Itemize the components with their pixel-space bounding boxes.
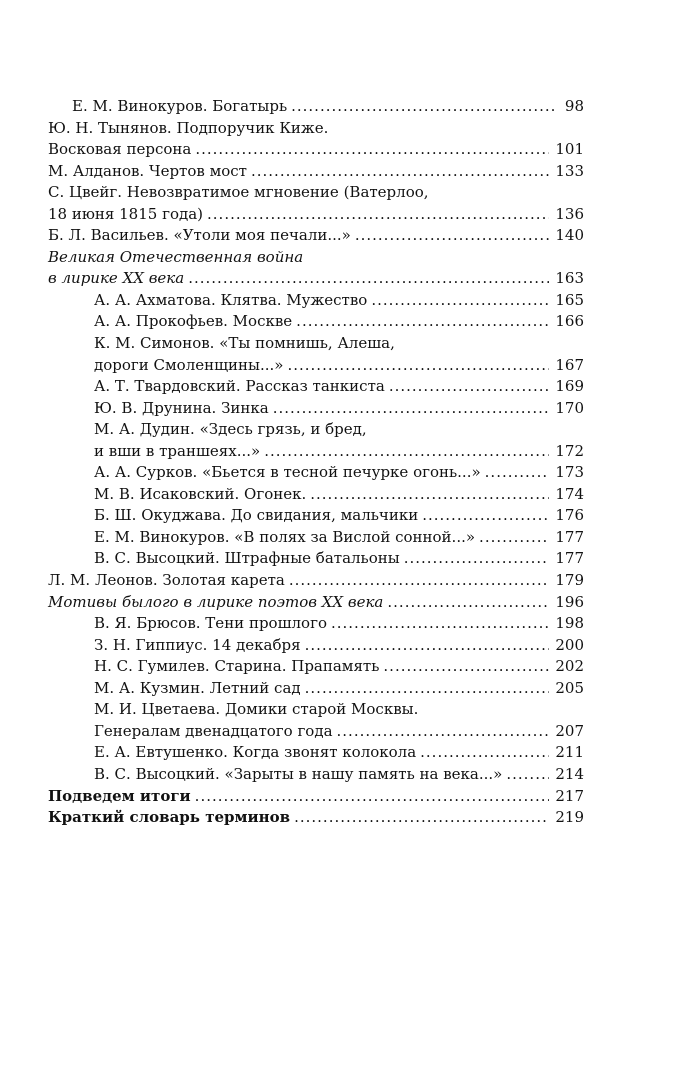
- dot-leader: [305, 635, 550, 657]
- toc-entry: [48, 118, 584, 140]
- toc-entry-title: Ю. В. Друнина. Зинка: [94, 398, 269, 417]
- toc-entry-title: З. Н. Гиппиус. 14 декабря: [94, 635, 301, 654]
- table-of-contents: [48, 96, 584, 829]
- toc-entry: [48, 182, 584, 204]
- dot-leader: [383, 656, 549, 678]
- toc-entry: [48, 398, 584, 420]
- toc-entry-page-number: 98: [564, 97, 584, 115]
- dot-leader: [195, 786, 550, 808]
- toc-entry: [48, 484, 584, 506]
- toc-entry: [48, 462, 584, 484]
- toc-entry: [48, 527, 584, 549]
- toc-entry-title: Е. М. Винокуров. Богатырь: [72, 97, 288, 115]
- toc-entry: [48, 592, 584, 614]
- toc-entry: [48, 225, 584, 247]
- dot-leader: [422, 505, 549, 527]
- toc-entry-title: дороги Смоленщины...»: [94, 355, 284, 374]
- dot-leader: [291, 96, 554, 118]
- toc-entry-page-number: 219: [555, 808, 584, 827]
- dot-leader: [485, 462, 550, 484]
- toc-entry-title: Е. М. Винокуров. «В полях за Вислой сонной...»: [94, 527, 476, 546]
- toc-entry: [48, 678, 584, 700]
- toc-entry-title: К. М. Симонов. «Ты помнишь, Алеша,: [94, 334, 395, 353]
- toc-entry-page-number: 177: [555, 527, 584, 546]
- toc-entry: [48, 699, 584, 721]
- toc-entry-page-number: 176: [555, 506, 584, 525]
- toc-entry: [48, 96, 584, 118]
- dot-leader: [251, 161, 549, 183]
- toc-entry-title: Мотивы былого в лирике поэтов XX века: [48, 592, 384, 611]
- toc-entry-page-number: 163: [555, 269, 584, 288]
- dot-leader: [296, 311, 549, 333]
- toc-entry-page-number: 174: [555, 484, 584, 503]
- toc-entry-title: Генералам двенадцатого года: [94, 721, 333, 740]
- toc-entry-title: Краткий словарь терминов: [48, 808, 291, 827]
- toc-entry-title: Б. Ш. Окуджава. До свидания, мальчики: [94, 506, 419, 525]
- toc-entry: [48, 161, 584, 183]
- toc-entry-title: А. А. Прокофьев. Москве: [94, 312, 293, 331]
- toc-entry-title: Великая Отечественная война: [48, 247, 304, 266]
- toc-entry-title: В. С. Высоцкий. «Зарыты в нашу память на века...»: [94, 764, 503, 783]
- toc-entry: [48, 247, 584, 269]
- dot-leader: [404, 548, 550, 570]
- toc-entry-title: В. Я. Брюсов. Тени прошлого: [94, 614, 327, 633]
- toc-entry-page-number: 214: [555, 764, 584, 783]
- toc-entry: [48, 333, 584, 355]
- toc-entry-title: Л. М. Леонов. Золотая карета: [48, 571, 285, 590]
- toc-entry: [48, 505, 584, 527]
- dot-leader: [506, 764, 549, 786]
- toc-entry-page-number: 169: [555, 377, 584, 396]
- dot-leader: [195, 139, 549, 161]
- dot-leader: [479, 527, 549, 549]
- toc-entry-title: Е. А. Евтушенко. Когда звонят колокола: [94, 743, 417, 762]
- toc-entry-title: Н. С. Гумилев. Старина. Прапамять: [94, 657, 380, 676]
- toc-entry: [48, 635, 584, 657]
- dot-leader: [389, 376, 550, 398]
- toc-entry-page-number: 179: [555, 571, 584, 590]
- toc-entry-page-number: 217: [555, 786, 584, 805]
- dot-leader: [294, 807, 549, 829]
- dot-leader: [371, 290, 549, 312]
- toc-entry: [48, 204, 584, 226]
- toc-entry-title: А. Т. Твардовский. Рассказ танкиста: [94, 377, 385, 396]
- toc-entry-title: А. А. Ахматова. Клятва. Мужество: [94, 290, 368, 309]
- toc-entry-title: В. С. Высоцкий. Штрафные батальоны: [94, 549, 400, 568]
- toc-entry-title: Б. Л. Васильев. «Утоли моя печали...»: [48, 226, 351, 245]
- toc-entry: [48, 764, 584, 786]
- toc-entry: [48, 311, 584, 333]
- toc-entry-page-number: 202: [555, 657, 584, 676]
- toc-entry-title: С. Цвейг. Невозвратимое мгновение (Ватерлоо,: [48, 183, 429, 202]
- dot-leader: [207, 204, 549, 226]
- dot-leader: [188, 268, 549, 290]
- toc-entry-page-number: 136: [555, 204, 584, 223]
- toc-entry-page-number: 167: [555, 355, 584, 374]
- toc-entry: [48, 268, 584, 290]
- toc-entry-page-number: 166: [555, 312, 584, 331]
- toc-entry: [48, 742, 584, 764]
- toc-entry: [48, 786, 584, 808]
- toc-entry-page-number: 170: [555, 398, 584, 417]
- toc-entry-title: М. А. Кузмин. Летний сад: [94, 678, 301, 697]
- toc-entry-page-number: 196: [555, 592, 584, 611]
- dot-leader: [331, 613, 549, 635]
- toc-entry-page-number: 198: [555, 614, 584, 633]
- toc-entry: [48, 290, 584, 312]
- toc-entry-page-number: 172: [555, 441, 584, 460]
- dot-leader: [289, 570, 550, 592]
- toc-entry-title: в лирике XX века: [48, 269, 185, 288]
- toc-entry: [48, 441, 584, 463]
- dot-leader: [305, 678, 550, 700]
- toc-entry-page-number: 207: [555, 721, 584, 740]
- dot-leader: [310, 484, 549, 506]
- toc-entry-title: М. Алданов. Чертов мост: [48, 161, 247, 180]
- toc-entry-title: М. В. Исаковский. Огонек.: [94, 484, 307, 503]
- toc-entry-page-number: 200: [555, 635, 584, 654]
- dot-leader: [355, 225, 550, 247]
- dot-leader: [420, 742, 549, 764]
- toc-entry-page-number: 165: [555, 290, 584, 309]
- dot-leader: [273, 398, 550, 420]
- toc-entry-title: 18 июня 1815 года): [48, 204, 204, 223]
- toc-entry-title: Ю. Н. Тынянов. Подпоручик Киже.: [48, 118, 329, 137]
- toc-entry-page-number: 101: [555, 140, 584, 159]
- toc-entry-title: Подведем итоги: [48, 786, 191, 805]
- toc-entry: [48, 656, 584, 678]
- toc-entry-page-number: 205: [555, 678, 584, 697]
- toc-entry: [48, 613, 584, 635]
- toc-entry-title: Восковая персона: [48, 140, 192, 159]
- toc-entry: [48, 355, 584, 377]
- toc-entry: [48, 419, 584, 441]
- toc-entry-page-number: 177: [555, 549, 584, 568]
- toc-entry-title: М. А. Дудин. «Здесь грязь, и бред,: [94, 420, 367, 439]
- dot-leader: [387, 592, 549, 614]
- toc-entry: [48, 139, 584, 161]
- toc-entry: [48, 570, 584, 592]
- toc-entry: [48, 548, 584, 570]
- toc-entry-title: А. А. Сурков. «Бьется в тесной печурке огонь...»: [94, 463, 481, 482]
- dot-leader: [287, 355, 549, 377]
- toc-entry-title: и вши в траншеях...»: [94, 441, 261, 460]
- toc-entry-page-number: 133: [555, 161, 584, 180]
- dot-leader: [337, 721, 550, 743]
- dot-leader: [264, 441, 549, 463]
- toc-entry: [48, 721, 584, 743]
- toc-entry-page-number: 140: [555, 226, 584, 245]
- toc-entry-page-number: 173: [555, 463, 584, 482]
- toc-entry: [48, 807, 584, 829]
- toc-entry: [48, 376, 584, 398]
- toc-entry-title: М. И. Цветаева. Домики старой Москвы.: [94, 700, 419, 719]
- toc-entry-page-number: 211: [555, 743, 584, 762]
